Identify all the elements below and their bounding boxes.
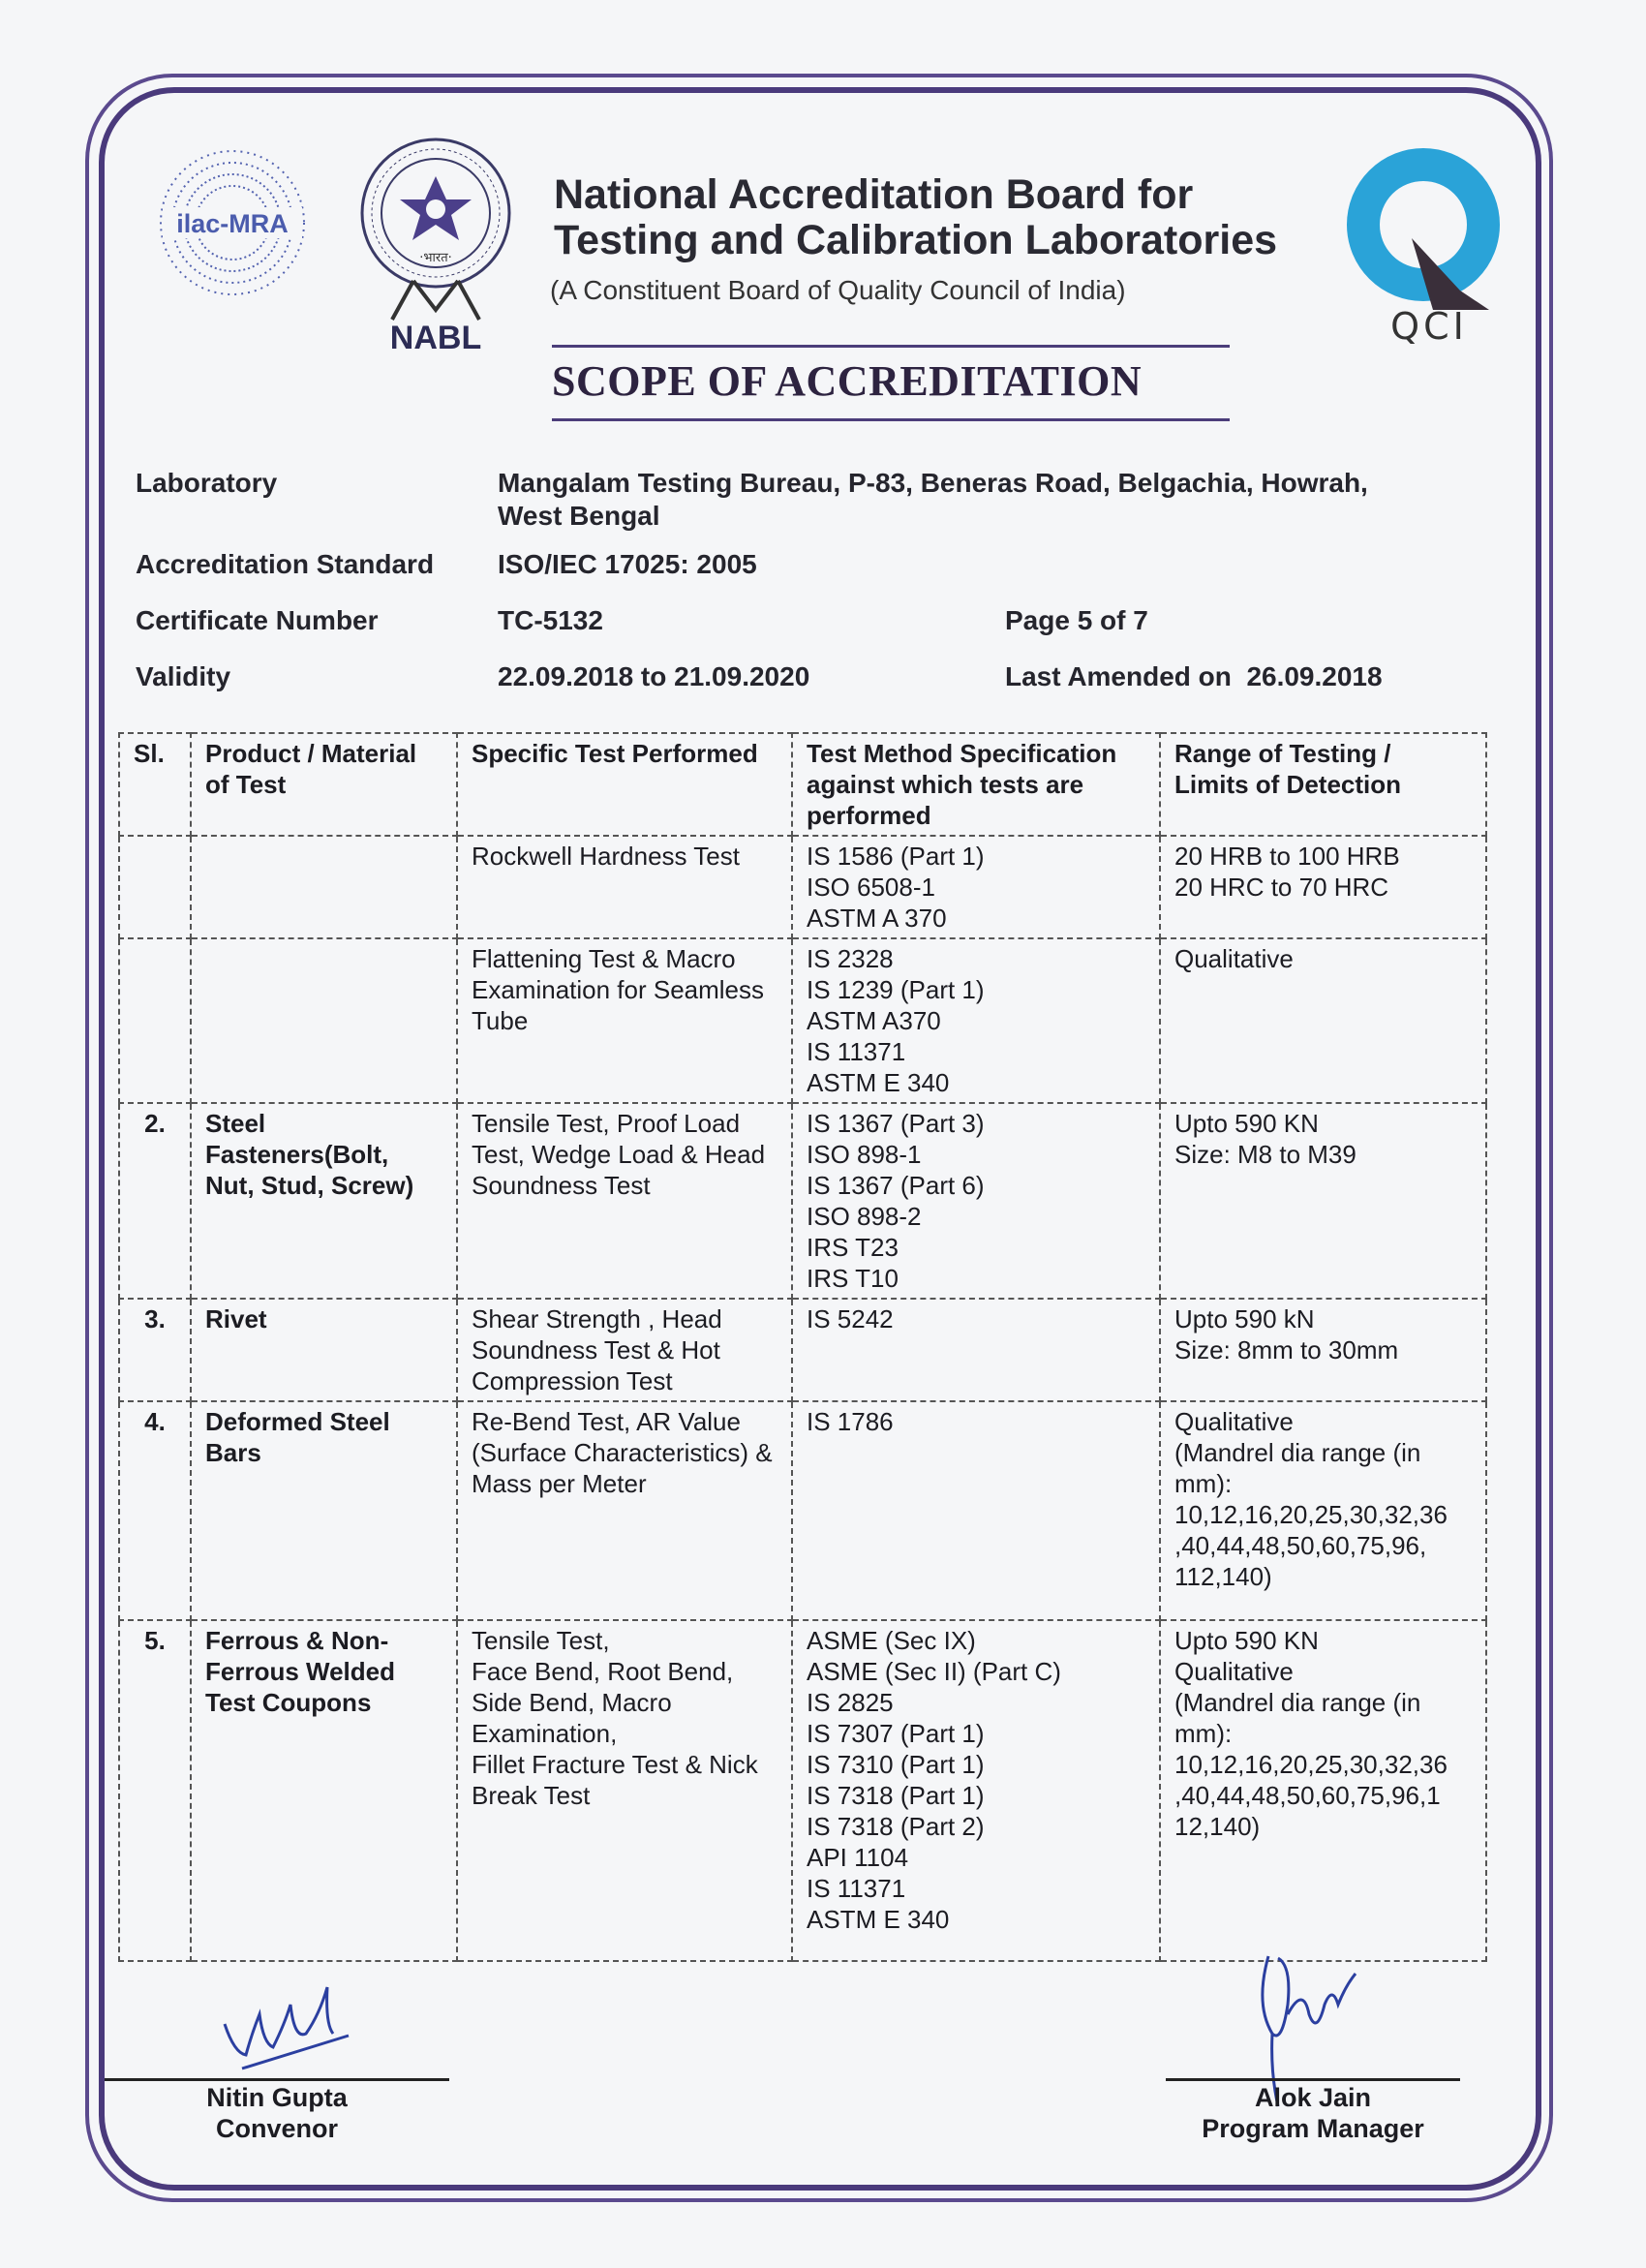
signatory-right: Alok Jain Program Manager xyxy=(1202,2083,1424,2143)
row-method: IS 1786 xyxy=(792,1401,1160,1620)
row-product: Rivet xyxy=(191,1299,457,1401)
row-test: Tensile Test, Face Bend, Root Bend, Side Bend, Macro Examination, Fillet Fracture Test & Nick Break Test xyxy=(457,1620,792,1961)
scope-table xyxy=(118,732,1487,1962)
signature-line-right xyxy=(1166,2078,1460,2081)
svg-text:ilac-MRA: ilac-MRA xyxy=(176,209,289,238)
table-header-row xyxy=(119,733,1486,836)
laboratory-value: Mangalam Testing Bureau, P-83, Beneras Road, Belgachia, Howrah, West Bengal xyxy=(498,468,1368,531)
row-sl: 4. xyxy=(119,1401,191,1620)
header-method: Test Method Specification against which tests are performed xyxy=(792,733,1160,836)
row-method: ASME (Sec IX) ASME (Sec II) (Part C) IS 2825 IS 7307 (Part 1) IS 7310 (Part 1) IS 7318 (Part 1) IS 7318 (Part 2) API 1104 IS 11371 ASTM E 340 xyxy=(792,1620,1160,1961)
table-row xyxy=(119,1103,1486,1299)
svg-text:·भारत·: ·भारत· xyxy=(419,251,452,265)
row-product: Steel Fasteners(Bolt, Nut, Stud, Screw) xyxy=(191,1103,457,1299)
certificate-label: Certificate Number xyxy=(136,605,379,635)
standard-label: Accreditation Standard xyxy=(136,549,435,579)
row-test: Flattening Test & Macro Examination for Seamless Tube xyxy=(457,938,792,1103)
row-range: Qualitative xyxy=(1160,938,1486,1103)
title-rule-bottom xyxy=(552,418,1230,421)
table-row xyxy=(119,938,1486,1103)
certificate-value: TC-5132 xyxy=(498,605,603,635)
row-product xyxy=(191,938,457,1103)
row-range: Upto 590 kN Size: 8mm to 30mm xyxy=(1160,1299,1486,1401)
row-method: IS 5242 xyxy=(792,1299,1160,1401)
row-test: Tensile Test, Proof Load Test, Wedge Load & Head Soundness Test xyxy=(457,1103,792,1299)
header-sl: Sl. xyxy=(119,733,191,836)
validity-label: Validity xyxy=(136,661,231,691)
row-sl: 3. xyxy=(119,1299,191,1401)
header-test: Specific Test Performed xyxy=(457,733,792,836)
board-title: National Accreditation Board for Testing and Calibration Laboratories xyxy=(554,171,1278,263)
table-row xyxy=(119,1299,1486,1401)
row-range: Upto 590 KN Size: M8 to M39 xyxy=(1160,1103,1486,1299)
row-sl: 5. xyxy=(119,1620,191,1961)
header-product: Product / Material of Test xyxy=(191,733,457,836)
row-sl: 2. xyxy=(119,1103,191,1299)
signatory-left: Nitin Gupta Convenor xyxy=(206,2083,348,2143)
row-method: IS 1586 (Part 1) ISO 6508-1 ASTM A 370 xyxy=(792,836,1160,938)
row-product: Ferrous & Non-Ferrous Welded Test Coupons xyxy=(191,1620,457,1961)
row-sl xyxy=(119,836,191,938)
last-amended: Last Amended on 26.09.2018 xyxy=(1005,661,1383,691)
ilac-mra-logo xyxy=(155,145,310,300)
row-test: Shear Strength , Head Soundness Test & Hot Compression Test xyxy=(457,1299,792,1401)
row-range: Qualitative (Mandrel dia range (in mm): 10,12,16,20,25,30,32,36 ,40,44,48,50,60,75,96, 112,140) xyxy=(1160,1401,1486,1620)
title-rule-top xyxy=(552,345,1230,348)
row-test: Rockwell Hardness Test xyxy=(457,836,792,938)
row-range: 20 HRB to 100 HRB 20 HRC to 70 HRC xyxy=(1160,836,1486,938)
signature-line-left xyxy=(105,2078,449,2081)
nabl-logo xyxy=(353,136,518,358)
header-range: Range of Testing / Limits of Detection xyxy=(1160,733,1486,836)
row-method: IS 1367 (Part 3) ISO 898-1 IS 1367 (Part 6) ISO 898-2 IRS T23 IRS T10 xyxy=(792,1103,1160,1299)
svg-text:QCI: QCI xyxy=(1390,305,1468,348)
row-test: Re-Bend Test, AR Value (Surface Characteristics) & Mass per Meter xyxy=(457,1401,792,1620)
qci-logo xyxy=(1344,145,1509,349)
table-row xyxy=(119,1401,1486,1620)
row-product: Deformed Steel Bars xyxy=(191,1401,457,1620)
page-number: Page 5 of 7 xyxy=(1005,605,1148,635)
row-method: IS 2328 IS 1239 (Part 1) ASTM A370 IS 11371 ASTM E 340 xyxy=(792,938,1160,1103)
scope-title: SCOPE OF ACCREDITATION xyxy=(552,357,1143,405)
row-product xyxy=(191,836,457,938)
svg-text:NABL: NABL xyxy=(389,320,482,356)
validity-value: 22.09.2018 to 21.09.2020 xyxy=(498,661,810,691)
board-subtitle: (A Constituent Board of Quality Council of India) xyxy=(550,275,1126,305)
laboratory-label: Laboratory xyxy=(136,468,278,498)
signature-left xyxy=(213,1976,358,2072)
standard-value: ISO/IEC 17025: 2005 xyxy=(498,549,757,579)
row-sl xyxy=(119,938,191,1103)
table-row xyxy=(119,836,1486,938)
row-range: Upto 590 KN Qualitative (Mandrel dia range (in mm): 10,12,16,20,25,30,32,36 ,40,44,48,50,60,75,96,1 12,140) xyxy=(1160,1620,1486,1961)
table-row xyxy=(119,1620,1486,1961)
